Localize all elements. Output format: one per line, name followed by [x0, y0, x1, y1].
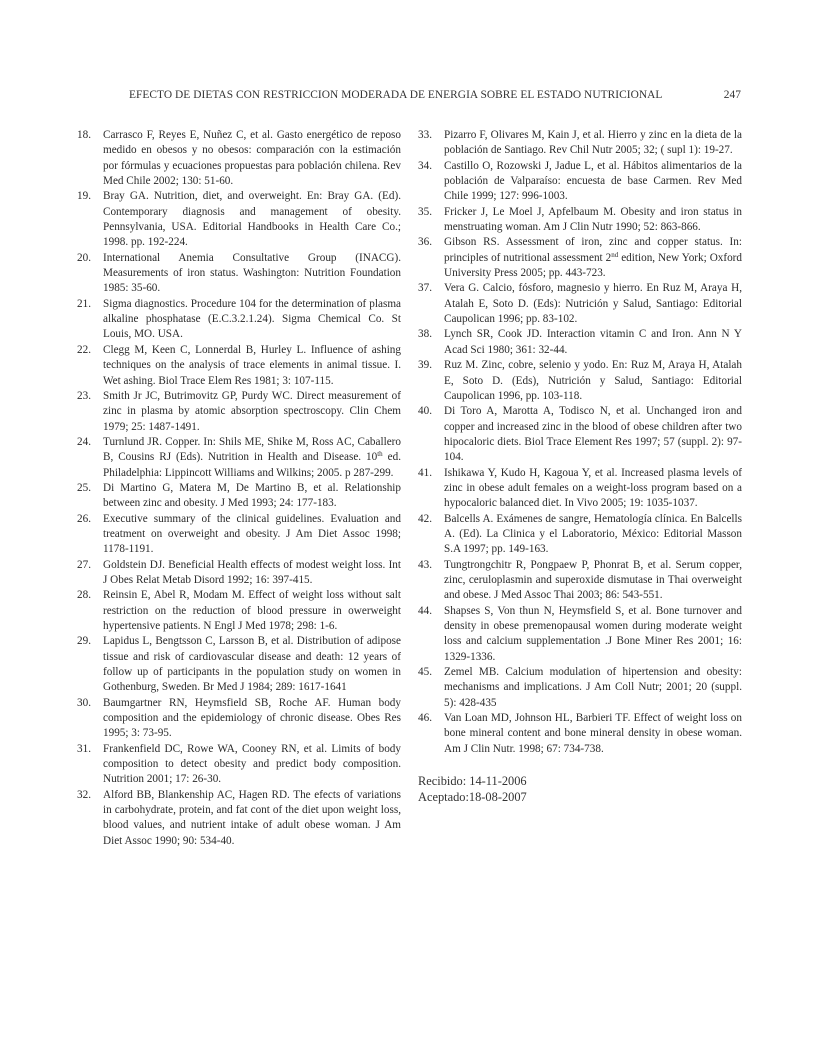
reference-number: 38.: [418, 328, 432, 341]
reference-text: Di Toro A, Marotta A, Todisco N, et al. Unchanged iron and copper and increased zinc in the blood of obese children after two hipocaloric diets. Biol Trace Element Res 1997; 57 (suppl. 2): 97-104.: [444, 405, 742, 464]
reference-item: [77, 189, 401, 250]
reference-number: 42.: [418, 512, 432, 525]
reference-text: Pizarro F, Olivares M, Kain J, et al. Hierro y zinc en la dieta de la población de Santiago. Rev Chil Nutr 2005; 32; ( supl 1): 19-27.: [444, 129, 742, 157]
reference-text: Gibson RS. Assessment of iron, zinc and copper status. In: principles of nutritional assessment 2: [444, 236, 742, 264]
reference-text: Ishikawa Y, Kudo H, Kagoua Y, et al. Increased plasma levels of zinc in obese adult females on a weight-loss program based on a hypocaloric balanced diet. In Vivo 2005; 19: 1035-1037.: [444, 466, 742, 510]
reference-item: [77, 788, 401, 849]
reference-number: 27.: [77, 558, 91, 571]
reference-text: edition, New York; Oxford University Press 2005; pp. 443-723.: [444, 251, 743, 280]
reference-item: [77, 343, 401, 389]
running-head-title: EFECTO DE DIETAS CON RESTRICCION MODERADA DE ENERGIA SOBRE EL ESTADO NUTRICIONAL: [129, 89, 663, 101]
references-left-column: [77, 128, 401, 849]
reference-text: Turnlund JR. Copper. In: Shils ME, Shike M, Ross AC, Caballero B, Cousins RJ (Eds). Nutrition in Health and Disease. 10: [103, 435, 401, 464]
reference-number: 45.: [418, 666, 432, 679]
reference-text: Ruz M. Zinc, cobre, selenio y yodo. En: Ruz M, Araya H, Atalah E, Soto D. (Eds), Nutrición y Salud, Santiago: Editorial Caupolican 1996, pp. 103-118.: [444, 359, 742, 402]
reference-item: [77, 481, 401, 512]
reference-item: [418, 128, 742, 159]
reference-item: [77, 588, 401, 634]
reference-text: Van Loan MD, Johnson HL, Barbieri TF. Effect of weight loss on bone mineral content and bone mineral density in obese woman. Am J Clin Nutr. 1998; 67: 734-738.: [444, 712, 742, 755]
received-date: Recibido: 14-11-2006: [418, 774, 527, 789]
reference-item: [77, 128, 401, 189]
page-number: 247: [723, 89, 741, 101]
reference-number: 19.: [77, 190, 91, 203]
reference-item: [418, 205, 742, 236]
reference-item: [418, 466, 742, 512]
reference-item: [418, 512, 742, 558]
reference-text: Goldstein DJ. Beneficial Health effects of modest weight loss. Int J Obes Relat Metab Disord 1992; 16: 397-415.: [103, 558, 401, 586]
running-head: [129, 89, 741, 101]
reference-number: 24.: [77, 435, 91, 448]
reference-text: Fricker J, Le Moel J, Apfelbaum M. Obesity and iron status in menstruating woman. Am J Clin Nutr 1990; 52: 863-866.: [444, 205, 742, 234]
reference-number: 41.: [418, 466, 432, 479]
reference-number: 18.: [77, 129, 91, 141]
reference-item: [77, 696, 401, 742]
reference-item: [418, 558, 742, 604]
reference-item: [418, 711, 742, 757]
reference-text: Executive summary of the clinical guidelines. Evaluation and treatment on overweight and obesity. J Am Diet Assoc 1998; 1178-1191.: [103, 512, 401, 556]
reference-number: 23.: [77, 389, 91, 402]
reference-item: [418, 235, 742, 281]
reference-number: 30.: [77, 696, 91, 709]
reference-item: [77, 512, 401, 558]
reference-text: Bray GA. Nutrition, diet, and overweight. En: Bray GA. (Ed). Contemporary diagnosis and management of obesity. Pennsylvania, USA. Editorial Handbooks in Health Care Co.; 1998. pp. 192-224.: [103, 190, 401, 249]
reference-text: Balcells A. Exámenes de sangre, Hematología clínica. En Balcells A. (Ed). La Clinica y el Laboratorio, México: Editorial Masson S.A 1997; pp. 149-163.: [444, 512, 742, 556]
reference-text: Shapses S, Von thun N, Heymsfield S, et al. Bone turnover and density in obese premenopausal women during moderate weight loss and calcium supplementation .J Bone Miner Res 2001; 16: 1329-1336.: [444, 604, 742, 663]
reference-item: [418, 404, 742, 465]
reference-item: [77, 435, 401, 481]
reference-text: Alford BB, Blankenship AC, Hagen RD. The efects of variations in carbohydrate, protein, and fat cont of the diet upon weight loss, blood values, and nutrient intake of adult obese woman. J Am Diet Assoc 1990; 90: 534-40.: [103, 788, 401, 847]
reference-item: [418, 358, 742, 404]
reference-item: [77, 742, 401, 788]
reference-item: [77, 389, 401, 435]
reference-number: 31.: [77, 742, 91, 755]
reference-number: 46.: [418, 712, 432, 725]
reference-item: [77, 558, 401, 589]
reference-number: 22.: [77, 343, 91, 356]
reference-number: 21.: [77, 297, 91, 310]
reference-text: Vera G. Calcio, fósforo, magnesio y hierro. En Ruz M, Araya H, Atalah E, Soto D. (Eds): Nutrición y Salud, Santiago: Editorial Caupolican 1996; pp. 83-102.: [444, 282, 742, 326]
reference-item: [418, 327, 742, 358]
reference-text: Lynch SR, Cook JD. Interaction vitamin C and Iron. Ann N Y Acad Sci 1980; 361: 32-44.: [444, 328, 742, 356]
reference-number: 35.: [418, 205, 432, 218]
reference-text: ed. Philadelphia: Lippincott Williams and Wilkins; 2005. p 287-299.: [103, 451, 401, 479]
reference-text: Frankenfield DC, Rowe WA, Cooney RN, et al. Limits of body composition to detect obesity and predict body composition. Nutrition 2001; 17: 26-30.: [103, 742, 401, 786]
reference-text: Di Martino G, Matera M, De Martino B, et al. Relationship between zinc and obesity. J Med 1993; 24: 177-183.: [103, 481, 401, 510]
reference-item: [418, 281, 742, 327]
reference-text: Tungtrongchitr R, Pongpaew P, Phonrat B, et al. Serum copper, zinc, ceruloplasmin and superoxide dismutase in Thai overweight and obese. J Med Assoc Thai 2003; 86: 543-551.: [444, 558, 742, 602]
reference-number: 39.: [418, 359, 432, 372]
reference-number: 37.: [418, 282, 432, 295]
reference-item: [418, 665, 742, 711]
reference-number: 25.: [77, 481, 91, 494]
reference-text: Carrasco F, Reyes E, Nuñez C, et al. Gasto energético de reposo medido en obesos y no obesos: comparación con la estimación por fórmulas y ecuaciones propuestas para población chilena. Rev Med Chile 2002; 130: 51-60.: [103, 129, 401, 188]
reference-text: Zemel MB. Calcium modulation of hipertension and obesity: mechanisms and implications. J Am Coll Nutr; 2001; 20 (suppl. 5): 428-435: [444, 666, 742, 709]
reference-number: 26.: [77, 512, 91, 525]
reference-number: 34.: [418, 159, 432, 172]
reference-item: [77, 634, 401, 695]
reference-number: 44.: [418, 604, 432, 617]
reference-number: 40.: [418, 405, 432, 418]
reference-superscript: nd: [611, 250, 619, 259]
reference-number: 33.: [418, 129, 432, 141]
reference-text: Lapidus L, Bengtsson C, Larsson B, et al. Distribution of adipose tissue and risk of cardiovascular disease and death: 12 years of follow up of participants in the population study on women in Gothenburg, Sweden. Br Med J 1984; 289: 1617-1641: [103, 635, 401, 694]
reference-item: [418, 159, 742, 205]
reference-text: Smith Jr JC, Butrimovitz GP, Purdy WC. Direct measurement of zinc in plasma by atomic absorption spectroscopy. Clin Chem 1979; 25: 1487-1491.: [103, 389, 401, 433]
reference-number: 32.: [77, 788, 91, 801]
reference-item: [77, 251, 401, 297]
reference-superscript: th: [377, 450, 383, 459]
reference-text: Reinsin E, Abel R, Modam M. Effect of weight loss without salt restriction on the reduction of blood pressure in owerweight hypertensive patients. N Engl J Med 1978; 298: 1-6.: [103, 589, 401, 632]
reference-text: Baumgartner RN, Heymsfield SB, Roche AF. Human body composition and the epidemiology of chronic disease. Obes Res 1995; 3: 73-95.: [103, 696, 401, 740]
accepted-date: Aceptado:18-08-2007: [418, 790, 527, 805]
reference-number: 29.: [77, 635, 91, 648]
reference-text: Castillo O, Rozowski J, Jadue L, et al. Hábitos alimentarios de la población de Valparaíso: encuesta de base Carmen. Rev Med Chile 1999; 127: 996-1003.: [444, 159, 742, 203]
reference-number: 28.: [77, 589, 91, 602]
reference-item: [418, 604, 742, 665]
reference-number: 43.: [418, 558, 432, 571]
references-right-column: [418, 128, 742, 805]
reference-number: 20.: [77, 251, 91, 264]
reference-text: Clegg M, Keen C, Lonnerdal B, Hurley L. Influence of ashing techniques on the analysis of trace elements in animal tissue. I. Wet ashing. Biol Trace Elem Res 1981; 3: 107-115.: [103, 343, 401, 387]
reference-text: International Anemia Consultative Group (INACG). Measurements of iron status. Washington: Nutrition Foundation 1985: 35-60.: [103, 251, 401, 295]
reference-text: Sigma diagnostics. Procedure 104 for the determination of plasma alkaline phosphatase (E.C.3.2.1.24). Sigma Chemical Co. St Louis, MO. USA.: [103, 297, 401, 341]
submission-dates: [418, 773, 742, 805]
reference-item: [77, 297, 401, 343]
reference-number: 36.: [418, 236, 432, 249]
